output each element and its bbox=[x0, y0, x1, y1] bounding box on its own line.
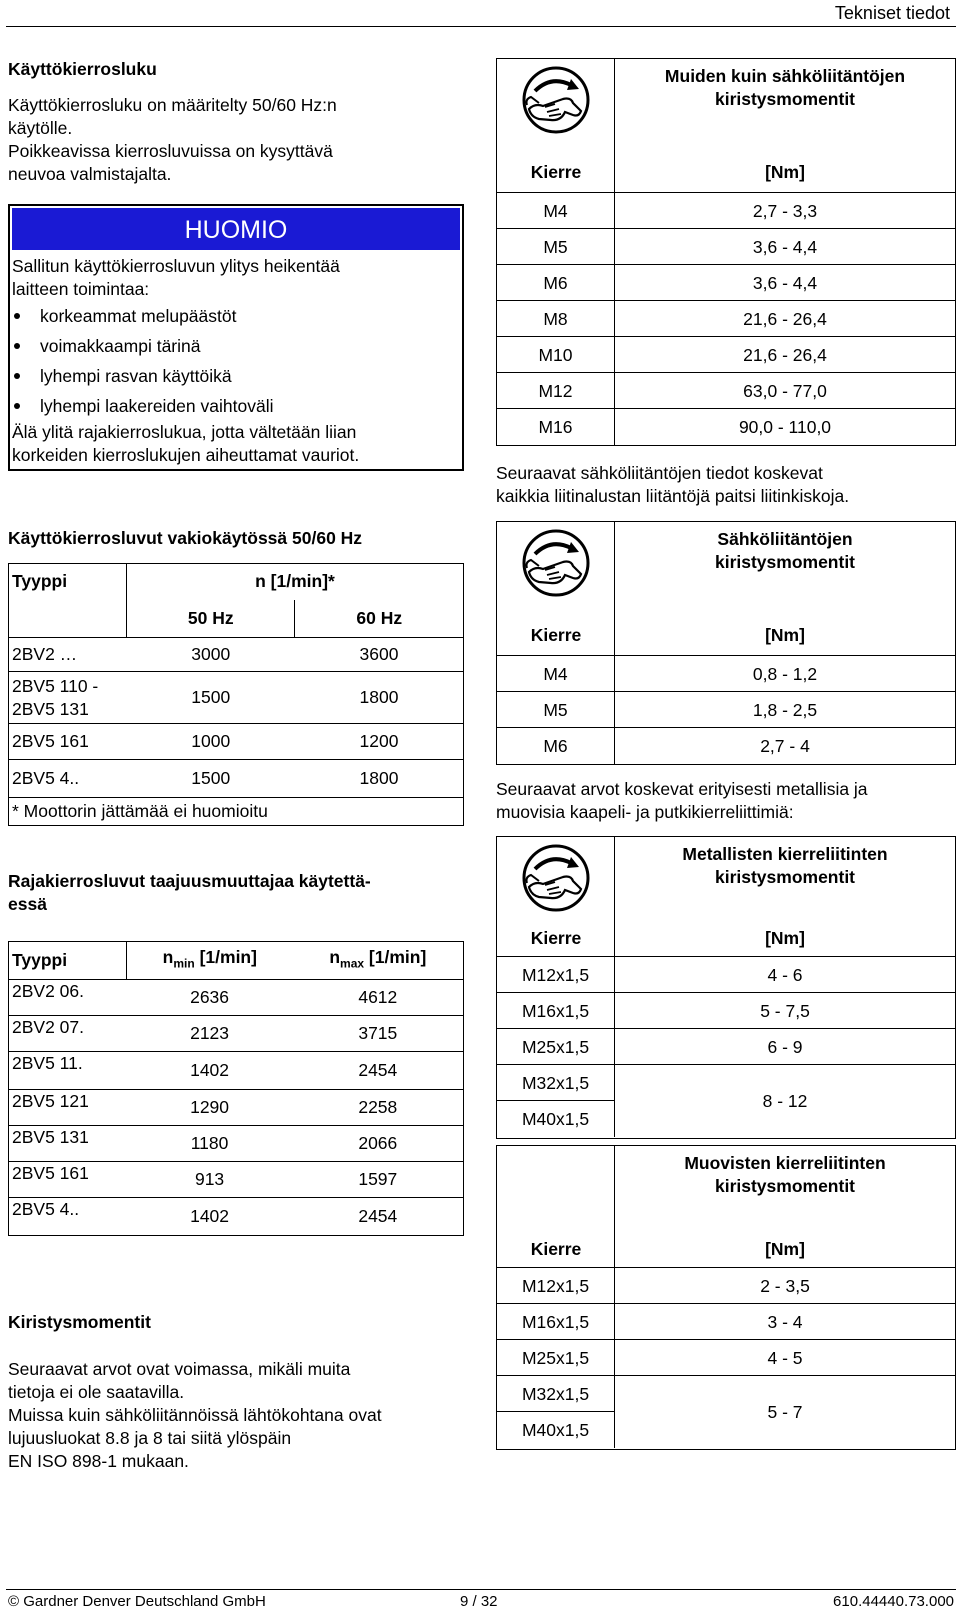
table-row bbox=[497, 957, 955, 993]
wrench-hand-icon bbox=[521, 65, 591, 135]
torque-cell: 2,7 - 3,3 bbox=[752, 201, 818, 221]
table-title: Muiden kuin sähköliitäntöjen kiristysmomentit bbox=[664, 66, 906, 109]
thread-cell: M12 bbox=[497, 373, 615, 408]
text-line: Seuraavat arvot koskevat erityisesti metallisia ja bbox=[496, 779, 868, 799]
table-title: Metallisten kierreliitinten kiristysmomentit bbox=[682, 844, 888, 887]
footer-page: 9 / 32 bbox=[460, 1593, 498, 1610]
type-line: 2BV5 110 - bbox=[12, 675, 99, 696]
col-header-nm: [Nm] bbox=[765, 162, 805, 182]
torque-cell: 2,7 - 4 bbox=[760, 736, 810, 756]
col-header-60hz: 60 Hz bbox=[295, 600, 464, 638]
type-cell: 2BV5 121 bbox=[9, 1090, 127, 1126]
table-row bbox=[9, 1052, 464, 1090]
torque-cell: 4 - 5 bbox=[767, 1348, 803, 1368]
table-row bbox=[497, 993, 955, 1029]
torque-cell: 6 - 9 bbox=[767, 1037, 803, 1057]
heading-line: essä bbox=[8, 894, 47, 914]
value-cell: 1800 bbox=[295, 760, 464, 798]
value-cell: 2454 bbox=[293, 1198, 464, 1236]
col-header-n: n [1/min]* bbox=[127, 564, 464, 600]
limit-speeds-table bbox=[8, 941, 464, 1236]
thread-cell: M16 bbox=[497, 409, 615, 445]
table-row bbox=[497, 1340, 955, 1376]
type-cell: 2BV5 11. bbox=[9, 1052, 127, 1090]
thread-cell: M16x1,5 bbox=[497, 1304, 615, 1339]
table-row bbox=[497, 265, 955, 301]
type-cell: 2BV5 161 bbox=[9, 1162, 127, 1198]
value-cell: 1597 bbox=[293, 1162, 464, 1198]
value-cell: 2636 bbox=[127, 980, 293, 1016]
text-line: kaikkia liitinalustan liitäntöjä paitsi liitinkiskoja. bbox=[496, 486, 850, 506]
torque-cell: 4 - 6 bbox=[767, 965, 803, 985]
col-header-type: Tyyppi bbox=[9, 942, 127, 980]
col-header-nm: [Nm] bbox=[765, 625, 805, 645]
notice-title: HUOMIO bbox=[12, 208, 460, 250]
table-row bbox=[497, 1376, 955, 1449]
torque-cell: 21,6 - 26,4 bbox=[743, 309, 827, 329]
footer-docnum: 610.44440.73.000 bbox=[833, 1593, 954, 1610]
standard-speeds-table bbox=[8, 563, 464, 826]
table-row bbox=[497, 337, 955, 373]
table-row bbox=[9, 1162, 464, 1198]
torque-cell: 5 - 7,5 bbox=[760, 1001, 810, 1021]
value-cell: 1290 bbox=[127, 1090, 293, 1126]
text-line: Seuraavat sähköliitäntöjen tiedot koskevat bbox=[496, 463, 823, 483]
type-cell: 2BV2 06. bbox=[9, 980, 127, 1016]
value-cell: 2454 bbox=[293, 1052, 464, 1090]
notice-bullet: korkeammat melupäästöt bbox=[12, 301, 460, 331]
thread-cell: M12x1,5 bbox=[497, 1268, 615, 1303]
torque-cell: 21,6 - 26,4 bbox=[743, 345, 827, 365]
table-row bbox=[9, 638, 464, 672]
thread-cell: M40x1,5 bbox=[497, 1412, 615, 1448]
col-header-50hz: 50 Hz bbox=[127, 600, 295, 638]
col-header-thread: Kierre bbox=[530, 928, 582, 948]
text-line: Muissa kuin sähköliitännöissä lähtökohtana ovat bbox=[8, 1405, 382, 1425]
notice-outro-line: korkeiden kierroslukujen aiheuttamat vauriot. bbox=[12, 445, 360, 465]
torque-cell: 3,6 - 4,4 bbox=[752, 273, 818, 293]
col-header-nm: [Nm] bbox=[765, 928, 805, 948]
table-row bbox=[9, 1198, 464, 1236]
thread-cell: M4 bbox=[497, 193, 615, 228]
value-cell: 1800 bbox=[295, 672, 464, 724]
value-cell: 2066 bbox=[293, 1126, 464, 1162]
notice-outro-line: Älä ylitä rajakierroslukua, jotta vältetään liian bbox=[12, 422, 357, 442]
table-title: Sähköliitäntöjen kiristysmomentit bbox=[714, 529, 856, 572]
thread-cell: M12x1,5 bbox=[497, 957, 615, 992]
value-cell: 3000 bbox=[127, 638, 295, 672]
table-row bbox=[497, 373, 955, 409]
thread-cell: M32x1,5 bbox=[497, 1376, 615, 1412]
wrench-hand-icon bbox=[521, 843, 591, 913]
text-line: neuvoa valmistajalta. bbox=[8, 164, 172, 184]
col-header-thread: Kierre bbox=[530, 162, 582, 182]
torque-table-electric bbox=[496, 521, 956, 765]
torque-cell: 1,8 - 2,5 bbox=[752, 700, 818, 720]
operating-speed-text bbox=[8, 94, 337, 186]
notice-intro-line: Sallitun käyttökierrosluvun ylitys heikentää bbox=[12, 256, 340, 276]
col-header-thread: Kierre bbox=[530, 625, 582, 645]
table-row bbox=[497, 728, 955, 764]
value-cell: 1402 bbox=[127, 1052, 293, 1090]
operating-speed-heading: Käyttökierrosluku bbox=[8, 59, 157, 79]
col-header-nmax: $n_{max}$ [1/min] bbox=[293, 942, 464, 980]
thread-cell: M32x1,5 bbox=[497, 1065, 615, 1101]
type-cell: 2BV5 131 bbox=[9, 1126, 127, 1162]
type-line: 2BV5 131 bbox=[12, 698, 89, 719]
text-line: Käyttökierrosluku on määritelty 50/60 Hz:n bbox=[8, 95, 337, 115]
table-row bbox=[9, 1090, 464, 1126]
note-electric bbox=[496, 462, 849, 508]
text-line: tietoja ei ole saatavilla. bbox=[8, 1382, 185, 1402]
table-row bbox=[497, 1065, 955, 1138]
table-row bbox=[497, 301, 955, 337]
notice-bullet: voimakkaampi tärinä bbox=[12, 331, 460, 361]
thread-cell: M4 bbox=[497, 656, 615, 691]
table-row bbox=[9, 760, 464, 798]
col-header-nm: [Nm] bbox=[765, 1239, 805, 1259]
notice-bullet: lyhempi rasvan käyttöikä bbox=[12, 361, 460, 391]
thread-cell: M6 bbox=[497, 265, 615, 300]
thread-cell: M25x1,5 bbox=[497, 1340, 615, 1375]
notice-bullet-list bbox=[12, 301, 460, 421]
torque-cell: 63,0 - 77,0 bbox=[743, 381, 827, 401]
type-cell: 2BV5 4.. bbox=[9, 760, 127, 798]
torque-cell: 3,6 - 4,4 bbox=[752, 237, 818, 257]
table-row bbox=[9, 672, 464, 724]
value-cell: 3715 bbox=[293, 1016, 464, 1052]
value-cell: 2123 bbox=[127, 1016, 293, 1052]
type-cell: 2BV5 4.. bbox=[9, 1198, 127, 1236]
text-line: lujuusluokat 8.8 ja 8 tai siitä ylöspäin bbox=[8, 1428, 292, 1448]
col-header-thread: Kierre bbox=[530, 1239, 582, 1259]
table-title: Muovisten kierreliitinten kiristysmomentit bbox=[684, 1153, 886, 1196]
table-row bbox=[497, 193, 955, 229]
footnote: * Moottorin jättämää ei huomioitu bbox=[9, 798, 464, 826]
value-cell: 4612 bbox=[293, 980, 464, 1016]
thread-cell: M5 bbox=[497, 692, 615, 727]
thread-cell: M40x1,5 bbox=[497, 1101, 615, 1137]
torque-cell: 90,0 - 110,0 bbox=[738, 417, 832, 437]
thread-cell: M25x1,5 bbox=[497, 1029, 615, 1064]
standard-speeds-heading: Käyttökierrosluvut vakiokäytössä 50/60 Hz bbox=[8, 528, 363, 548]
torques-text bbox=[8, 1358, 382, 1473]
torque-table-other bbox=[496, 58, 956, 446]
notice-intro-line: laitteen toimintaa: bbox=[12, 279, 150, 299]
notice-box bbox=[8, 204, 464, 471]
torque-table-plastic bbox=[496, 1145, 956, 1450]
table-row bbox=[497, 656, 955, 692]
text-line: Poikkeavissa kierrosluvuissa on kysyttävä bbox=[8, 141, 333, 161]
text-line: Seuraavat arvot ovat voimassa, mikäli muita bbox=[8, 1359, 351, 1379]
type-cell: 2BV2 … bbox=[9, 638, 127, 672]
page-header-title: Tekniset tiedot bbox=[834, 3, 950, 23]
col-header-nmin: $n_{min}$ [1/min] bbox=[127, 942, 293, 980]
type-cell: 2BV5 161 bbox=[9, 724, 127, 760]
value-cell: 1500 bbox=[127, 672, 295, 724]
table-row bbox=[9, 724, 464, 760]
type-cell: 2BV2 07. bbox=[9, 1016, 127, 1052]
torque-cell: 8 - 12 bbox=[762, 1091, 808, 1111]
table-row bbox=[9, 1126, 464, 1162]
value-cell: 1402 bbox=[127, 1198, 293, 1236]
text-line: muovisia kaapeli- ja putkikierreliittimiä: bbox=[496, 802, 794, 822]
wrench-hand-icon bbox=[521, 528, 591, 598]
value-cell: 1500 bbox=[127, 760, 295, 798]
col-header-type: Tyyppi bbox=[9, 564, 127, 638]
value-cell: 1180 bbox=[127, 1126, 293, 1162]
thread-cell: M8 bbox=[497, 301, 615, 336]
value-cell: 3600 bbox=[295, 638, 464, 672]
note-glands bbox=[496, 778, 868, 824]
text-line: EN ISO 898-1 mukaan. bbox=[8, 1451, 189, 1471]
torques-heading: Kiristysmomentit bbox=[8, 1312, 151, 1332]
text-line: käytölle. bbox=[8, 118, 73, 138]
value-cell: 2258 bbox=[293, 1090, 464, 1126]
torque-cell: 0,8 - 1,2 bbox=[752, 664, 818, 684]
footer-company: © Gardner Denver Deutschland GmbH bbox=[8, 1593, 266, 1610]
torque-table-metal bbox=[496, 836, 956, 1139]
table-row bbox=[497, 409, 955, 445]
value-cell: 1000 bbox=[127, 724, 295, 760]
value-cell: 913 bbox=[127, 1162, 293, 1198]
table-row bbox=[497, 1304, 955, 1340]
thread-cell: M6 bbox=[497, 728, 615, 764]
thread-cell: M10 bbox=[497, 337, 615, 372]
table-row bbox=[9, 1016, 464, 1052]
torque-cell: 2 - 3,5 bbox=[760, 1276, 810, 1296]
thread-cell: M16x1,5 bbox=[497, 993, 615, 1028]
torque-cell: 3 - 4 bbox=[767, 1312, 803, 1332]
thread-cell: M5 bbox=[497, 229, 615, 264]
limit-speeds-heading bbox=[8, 870, 371, 916]
value-cell: 1200 bbox=[295, 724, 464, 760]
table-row bbox=[9, 980, 464, 1016]
table-row bbox=[497, 1268, 955, 1304]
header-rule bbox=[6, 26, 956, 27]
type-cell bbox=[9, 672, 127, 724]
table-row bbox=[497, 1029, 955, 1065]
heading-line: Rajakierrosluvut taajuusmuuttajaa käytettä- bbox=[8, 871, 371, 891]
table-row bbox=[497, 229, 955, 265]
notice-bullet: lyhempi laakereiden vaihtoväli bbox=[12, 391, 460, 421]
table-row bbox=[497, 692, 955, 728]
torque-cell: 5 - 7 bbox=[767, 1402, 803, 1422]
